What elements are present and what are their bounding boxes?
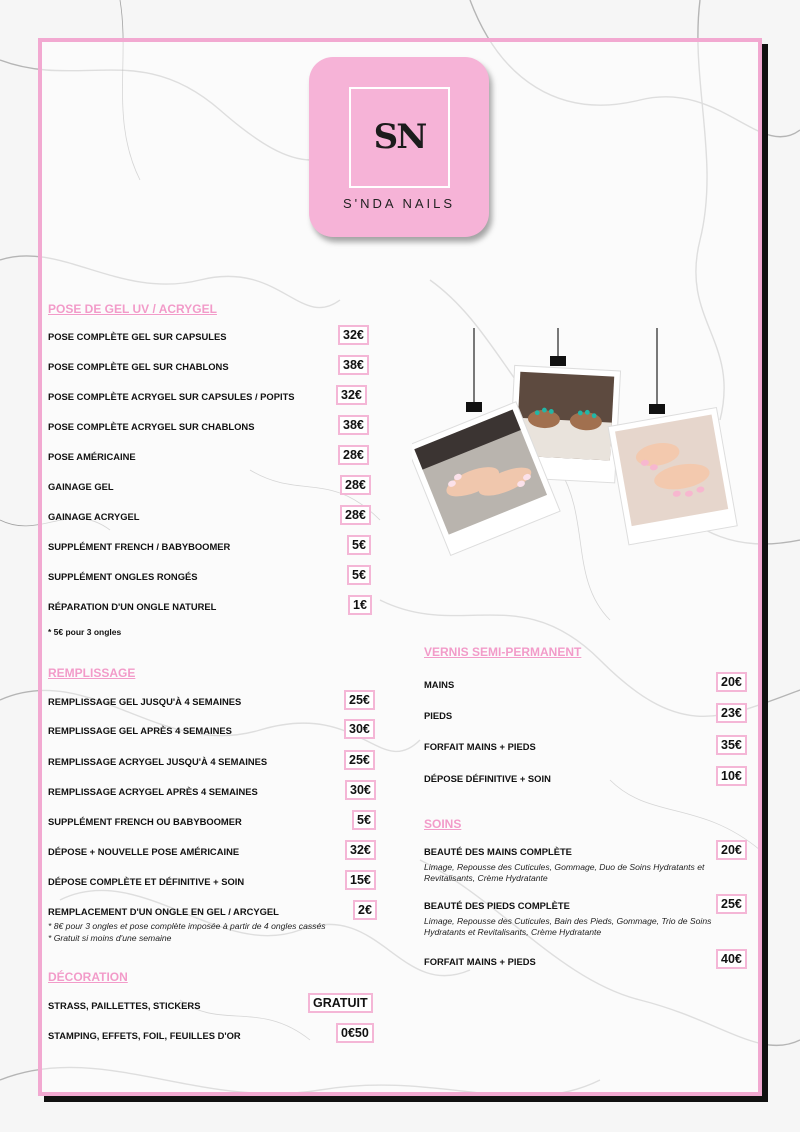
- price-tag: 25€: [344, 750, 375, 770]
- section-title-vernis: VERNIS SEMI-PERMANENT: [424, 645, 582, 659]
- price-tag: 38€: [338, 415, 369, 435]
- service-label: REMPLACEMENT D'UN ONGLE EN GEL / ARCYGEL: [48, 906, 279, 917]
- brand-logo: [309, 57, 489, 237]
- service-label: STRASS, PAILLETTES, STICKERS: [48, 1000, 201, 1011]
- price-tag: 38€: [338, 355, 369, 375]
- price-tag: 28€: [340, 475, 371, 495]
- service-label: SUPPLÉMENT FRENCH / BABYBOOMER: [48, 541, 231, 552]
- price-tag: 28€: [340, 505, 371, 525]
- price-tag: 5€: [347, 535, 371, 555]
- nail-photos: [412, 328, 742, 568]
- service-description: Limage, Repousse des Cuticules, Gommage, Duo de Soins Hydratants et Revitalisants, Crème Hydratante: [424, 862, 705, 883]
- remplissage-footnote-1: * 8€ pour 3 ongles et pose complète imposée à partir de 4 ongles cassés: [48, 921, 326, 931]
- service-label: SUPPLÉMENT FRENCH OU BABYBOOMER: [48, 816, 242, 827]
- service-label: GAINAGE ACRYGEL: [48, 511, 140, 522]
- service-label: REMPLISSAGE GEL APRÈS 4 SEMAINES: [48, 725, 232, 736]
- price-tag: 20€: [716, 840, 747, 860]
- price-tag: 30€: [344, 719, 375, 739]
- remplissage-footnote-2: * Gratuit si moins d'une semaine: [48, 933, 172, 943]
- service-label: REMPLISSAGE GEL JUSQU'À 4 SEMAINES: [48, 696, 242, 707]
- section-title-soins: SOINS: [424, 817, 462, 831]
- service-label: POSE COMPLÈTE ACRYGEL SUR CHABLONS: [48, 421, 255, 432]
- service-label: POSE COMPLÈTE GEL SUR CHABLONS: [48, 361, 229, 372]
- price-tag: 1€: [348, 595, 372, 615]
- pose-footnote: * 5€ pour 3 ongles: [48, 627, 122, 637]
- service-label: SUPPLÉMENT ONGLES RONGÉS: [48, 571, 198, 582]
- service-label: BEAUTÉ DES MAINS COMPLÈTE: [424, 846, 572, 857]
- nail-photo-3: [608, 408, 737, 545]
- section-title-pose: POSE DE GEL UV / ACRYGEL: [48, 302, 217, 316]
- service-label: POSE AMÉRICAINE: [48, 451, 136, 462]
- price-tag: 23€: [716, 703, 747, 723]
- price-tag: 20€: [716, 672, 747, 692]
- service-label: STAMPING, EFFETS, FOIL, FEUILLES D'OR: [48, 1030, 241, 1041]
- logo-brand-name: S'NDA NAILS: [342, 196, 456, 211]
- price-tag: 10€: [716, 766, 747, 786]
- service-label: BEAUTÉ DES PIEDS COMPLÈTE: [424, 900, 570, 911]
- price-tag: 25€: [344, 690, 375, 710]
- price-tag: 15€: [345, 870, 376, 890]
- service-label: GAINAGE GEL: [48, 481, 114, 492]
- service-label: REMPLISSAGE ACRYGEL JUSQU'À 4 SEMAINES: [48, 756, 268, 767]
- price-tag: 2€: [353, 900, 377, 920]
- price-tag: 40€: [716, 949, 747, 969]
- service-label: DÉPOSE + NOUVELLE POSE AMÉRICAINE: [48, 846, 240, 857]
- price-tag: 25€: [716, 894, 747, 914]
- price-tag: 0€50: [336, 1023, 374, 1043]
- service-label: MAINS: [424, 679, 455, 690]
- service-label: DÉPOSE COMPLÈTE ET DÉFINITIVE + SOIN: [48, 876, 245, 887]
- logo-monogram: SN: [373, 117, 426, 157]
- logo-square: [349, 87, 450, 188]
- price-tag: 28€: [338, 445, 369, 465]
- service-label: FORFAIT MAINS + PIEDS: [424, 741, 536, 752]
- price-tag: 30€: [345, 780, 376, 800]
- price-tag: GRATUIT: [308, 993, 373, 1013]
- price-tag: 32€: [336, 385, 367, 405]
- price-tag: 35€: [716, 735, 747, 755]
- service-label: RÉPARATION D'UN ONGLE NATUREL: [48, 601, 217, 612]
- price-tag: 5€: [352, 810, 376, 830]
- section-title-decoration: DÉCORATION: [48, 970, 128, 984]
- service-label: REMPLISSAGE ACRYGEL APRÈS 4 SEMAINES: [48, 786, 258, 797]
- service-label: DÉPOSE DÉFINITIVE + SOIN: [424, 773, 551, 784]
- service-label: FORFAIT MAINS + PIEDS: [424, 956, 536, 967]
- service-label: POSE COMPLÈTE ACRYGEL SUR CAPSULES / POPITS: [48, 391, 295, 402]
- service-description: Limage, Repousse des Cuticules, Bain des Pieds, Gommage, Trio de Soins Hydratants et Revitalisants, Crème Hydratante: [424, 916, 712, 937]
- section-title-remplissage: REMPLISSAGE: [48, 666, 136, 680]
- service-label: POSE COMPLÈTE GEL SUR CAPSULES: [48, 331, 227, 342]
- service-label: PIEDS: [424, 710, 453, 721]
- price-tag: 5€: [347, 565, 371, 585]
- price-tag: 32€: [338, 325, 369, 345]
- price-tag: 32€: [345, 840, 376, 860]
